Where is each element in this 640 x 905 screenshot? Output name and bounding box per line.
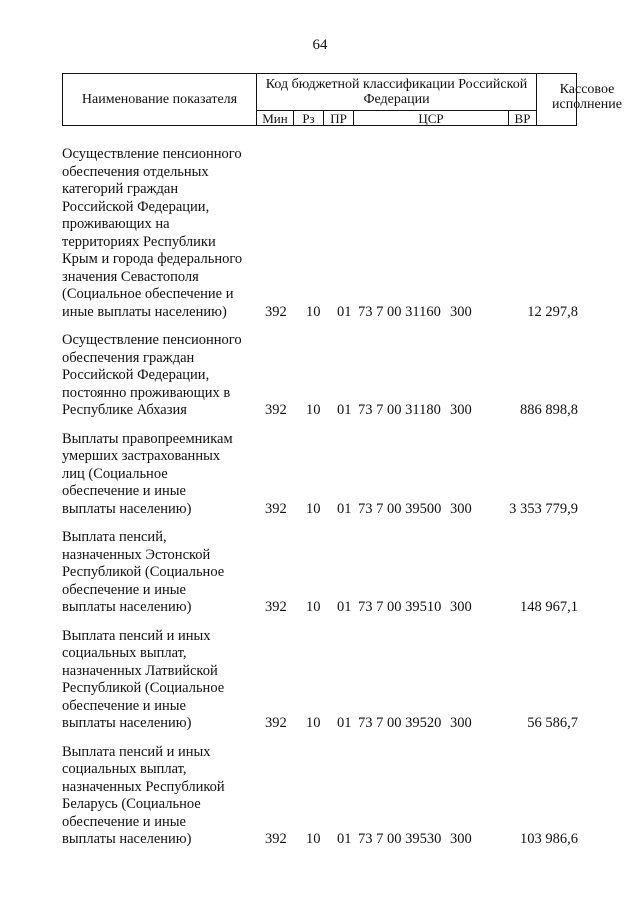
row-csr: 73 7 00 39530	[358, 831, 442, 847]
row-sum: 56 586,7	[527, 715, 578, 731]
row-vr: 300	[450, 303, 472, 320]
header-vr: ВР	[509, 111, 537, 125]
row-sum: 103 986,6	[520, 831, 578, 847]
row-min: 392	[265, 303, 287, 320]
row-min: 392	[265, 831, 287, 847]
row-min: 392	[265, 402, 287, 418]
row-rz: 10	[306, 402, 321, 418]
table-row	[62, 332, 582, 420]
row-min: 392	[265, 599, 287, 615]
row-sum: 148 967,1	[520, 599, 578, 615]
row-name: Выплаты правопреемникам умерших застрахованных лиц (Социальное обеспечение и иные выплаты населению)	[62, 430, 233, 517]
header-min: Мин	[257, 111, 294, 125]
table-row	[62, 529, 582, 617]
row-sum: 3 353 779,9	[509, 500, 578, 517]
row-vr: 300	[450, 402, 472, 418]
header-name: Наименование показателя	[63, 74, 257, 125]
row-pr: 01	[337, 402, 352, 418]
table-body	[62, 146, 582, 860]
row-rz: 10	[306, 599, 321, 615]
header-csr: ЦСР	[354, 111, 509, 125]
table-row	[62, 146, 582, 321]
header-rz: Рз	[294, 111, 324, 125]
row-name: Выплата пенсий и иных социальных выплат, назначенных Латвийской Республикой (Социальное обеспечение и иные выплаты населению)	[62, 627, 225, 731]
row-pr: 01	[337, 715, 352, 731]
header-code-title: Код бюджетной классификации Российской Федерации	[257, 74, 537, 111]
row-rz: 10	[306, 715, 321, 731]
table-row	[62, 431, 582, 519]
row-csr: 73 7 00 39510	[358, 599, 442, 615]
row-vr: 300	[450, 831, 472, 847]
table-row	[62, 744, 582, 849]
header-execution: Кассовое исполнение	[552, 82, 622, 112]
table-header	[62, 73, 622, 126]
row-csr: 73 7 00 31180	[358, 402, 441, 418]
row-name: Выплата пенсий, назначенных Эстонской Республикой (Социальное обеспечение и иные выплаты населению)	[62, 529, 225, 615]
row-csr: 73 7 00 31160	[358, 303, 441, 320]
row-csr: 73 7 00 39500	[358, 500, 442, 517]
row-rz: 10	[306, 303, 321, 320]
row-min: 392	[265, 500, 287, 517]
row-rz: 10	[306, 500, 321, 517]
header-pr: ПР	[324, 111, 354, 125]
row-sum: 12 297,8	[527, 303, 578, 320]
row-pr: 01	[337, 599, 352, 615]
page-number: 64	[312, 37, 328, 53]
row-pr: 01	[337, 831, 352, 847]
row-min: 392	[265, 715, 287, 731]
row-name: Выплата пенсий и иных социальных выплат, назначенных Республикой Беларусь (Социальное обеспечение и иные выплаты населению)	[62, 743, 225, 847]
row-rz: 10	[306, 831, 321, 847]
row-name: Осуществление пенсионного обеспечения отдельных категорий граждан Российской Федерации, проживающих на территориях Республики Крым и города федерального значения Севастополя (Социальное обеспечение и иные выплаты населению)	[62, 146, 243, 320]
row-vr: 300	[450, 715, 472, 731]
row-name: Осуществление пенсионного обеспечения граждан Российской Федерации, постоянно проживающих в Республике Абхазия	[62, 332, 242, 418]
table-row	[62, 628, 582, 733]
row-pr: 01	[337, 500, 352, 517]
row-vr: 300	[450, 500, 472, 517]
row-csr: 73 7 00 39520	[358, 715, 442, 731]
row-vr: 300	[450, 599, 472, 615]
row-sum: 886 898,8	[520, 402, 578, 418]
row-pr: 01	[337, 303, 352, 320]
